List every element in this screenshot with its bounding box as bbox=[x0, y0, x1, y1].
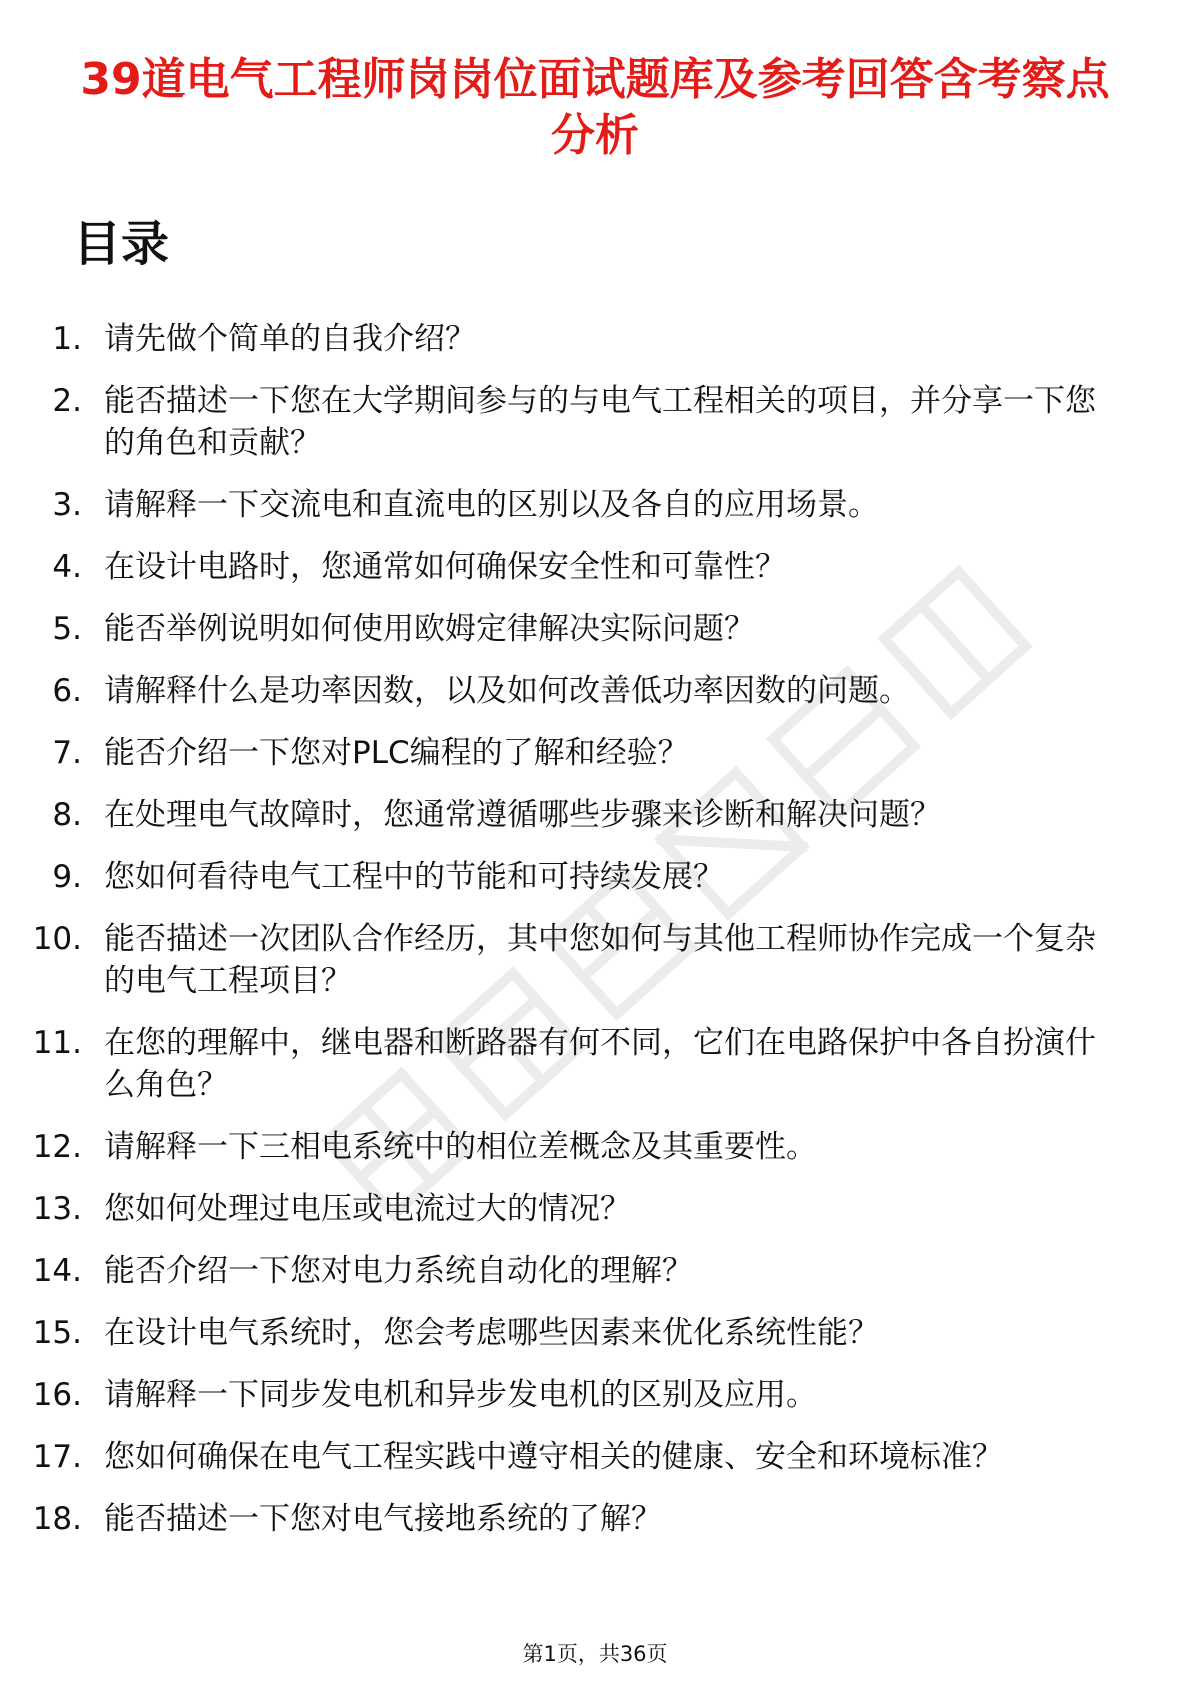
toc-item[interactable] bbox=[0, 380, 1190, 464]
toc-item-number: 17. bbox=[32, 1439, 82, 1475]
toc-item-text: 请解释一下交流电和直流电的区别以及各自的应用场景。 bbox=[104, 487, 879, 523]
toc-item-text: 能否描述一次团队合作经历，其中您如何与其他工程师协作完成一个复杂的电气工程项目？ bbox=[104, 921, 1096, 999]
toc-item[interactable] bbox=[0, 670, 1190, 712]
toc-item[interactable] bbox=[0, 856, 1190, 898]
toc-item-text: 能否介绍一下您对PLC编程的了解和经验？ bbox=[104, 735, 689, 771]
toc-item-text: 您如何看待电气工程中的节能和可持续发展？ bbox=[104, 859, 724, 895]
toc-item-number: 15. bbox=[32, 1315, 82, 1351]
toc-item-number: 11. bbox=[32, 1025, 82, 1061]
toc-item-number: 12. bbox=[32, 1129, 82, 1165]
toc-item-text: 能否描述一下您对电气接地系统的了解？ bbox=[104, 1501, 662, 1537]
toc-item-text: 在设计电气系统时，您会考虑哪些因素来优化系统性能？ bbox=[104, 1315, 879, 1351]
toc-item-number: 4. bbox=[52, 549, 82, 585]
page-footer: 第1页，共36页 bbox=[522, 1642, 668, 1666]
toc-item-number: 2. bbox=[52, 383, 82, 419]
toc-item[interactable] bbox=[0, 608, 1190, 650]
toc-item[interactable] bbox=[0, 1498, 1190, 1540]
toc-item[interactable] bbox=[0, 918, 1190, 1002]
toc-item[interactable] bbox=[0, 1312, 1190, 1354]
toc-item-text: 能否介绍一下您对电力系统自动化的理解？ bbox=[104, 1253, 693, 1289]
toc-item-number: 5. bbox=[52, 611, 82, 647]
toc-item[interactable] bbox=[0, 1250, 1190, 1292]
toc-item[interactable] bbox=[0, 1022, 1190, 1106]
toc-item-text: 能否举例说明如何使用欧姆定律解决实际问题？ bbox=[104, 611, 755, 647]
toc-item-text: 请解释一下同步发电机和异步发电机的区别及应用。 bbox=[104, 1377, 817, 1413]
toc-item-number: 13. bbox=[32, 1191, 82, 1227]
toc-item-text: 您如何确保在电气工程实践中遵守相关的健康、安全和环境标准？ bbox=[104, 1439, 1003, 1475]
toc-item-text: 请先做个简单的自我介绍？ bbox=[104, 321, 476, 357]
toc-item-number: 6. bbox=[52, 673, 82, 709]
toc-item-text: 请解释一下三相电系统中的相位差概念及其重要性。 bbox=[104, 1129, 817, 1165]
toc-item[interactable] bbox=[0, 1188, 1190, 1230]
toc-item-number: 7. bbox=[52, 735, 82, 771]
toc-item-text: 在您的理解中，继电器和断路器有何不同，它们在电路保护中各自扮演什么角色？ bbox=[104, 1025, 1096, 1103]
toc-list bbox=[0, 318, 1190, 1560]
toc-item-text: 您如何处理过电压或电流过大的情况？ bbox=[104, 1191, 631, 1227]
toc-item-number: 1. bbox=[52, 321, 82, 357]
toc-item-text: 在设计电路时，您通常如何确保安全性和可靠性？ bbox=[104, 549, 786, 585]
toc-item-number: 9. bbox=[52, 859, 82, 895]
toc-item-number: 10. bbox=[32, 921, 82, 957]
toc-item[interactable] bbox=[0, 794, 1190, 836]
toc-item-text: 在处理电气故障时，您通常遵循哪些步骤来诊断和解决问题？ bbox=[104, 797, 941, 833]
toc-item[interactable] bbox=[0, 1436, 1190, 1478]
toc-item[interactable] bbox=[0, 732, 1190, 774]
toc-item-number: 18. bbox=[32, 1501, 82, 1537]
toc-heading: 目录 bbox=[73, 216, 170, 272]
document-title: 39道电气工程师岗岗位面试题库及参考回答含考察点分析 bbox=[80, 54, 1110, 161]
toc-item[interactable] bbox=[0, 546, 1190, 588]
toc-item-number: 16. bbox=[32, 1377, 82, 1413]
toc-item[interactable] bbox=[0, 1126, 1190, 1168]
toc-item-number: 8. bbox=[52, 797, 82, 833]
toc-item[interactable] bbox=[0, 318, 1190, 360]
toc-item-text: 能否描述一下您在大学期间参与的与电气工程相关的项目，并分享一下您的角色和贡献？ bbox=[104, 383, 1096, 461]
toc-item-text: 请解释什么是功率因数，以及如何改善低功率因数的问题。 bbox=[104, 673, 910, 709]
toc-item-number: 3. bbox=[52, 487, 82, 523]
toc-item[interactable] bbox=[0, 484, 1190, 526]
toc-item[interactable] bbox=[0, 1374, 1190, 1416]
toc-item-number: 14. bbox=[32, 1253, 82, 1289]
